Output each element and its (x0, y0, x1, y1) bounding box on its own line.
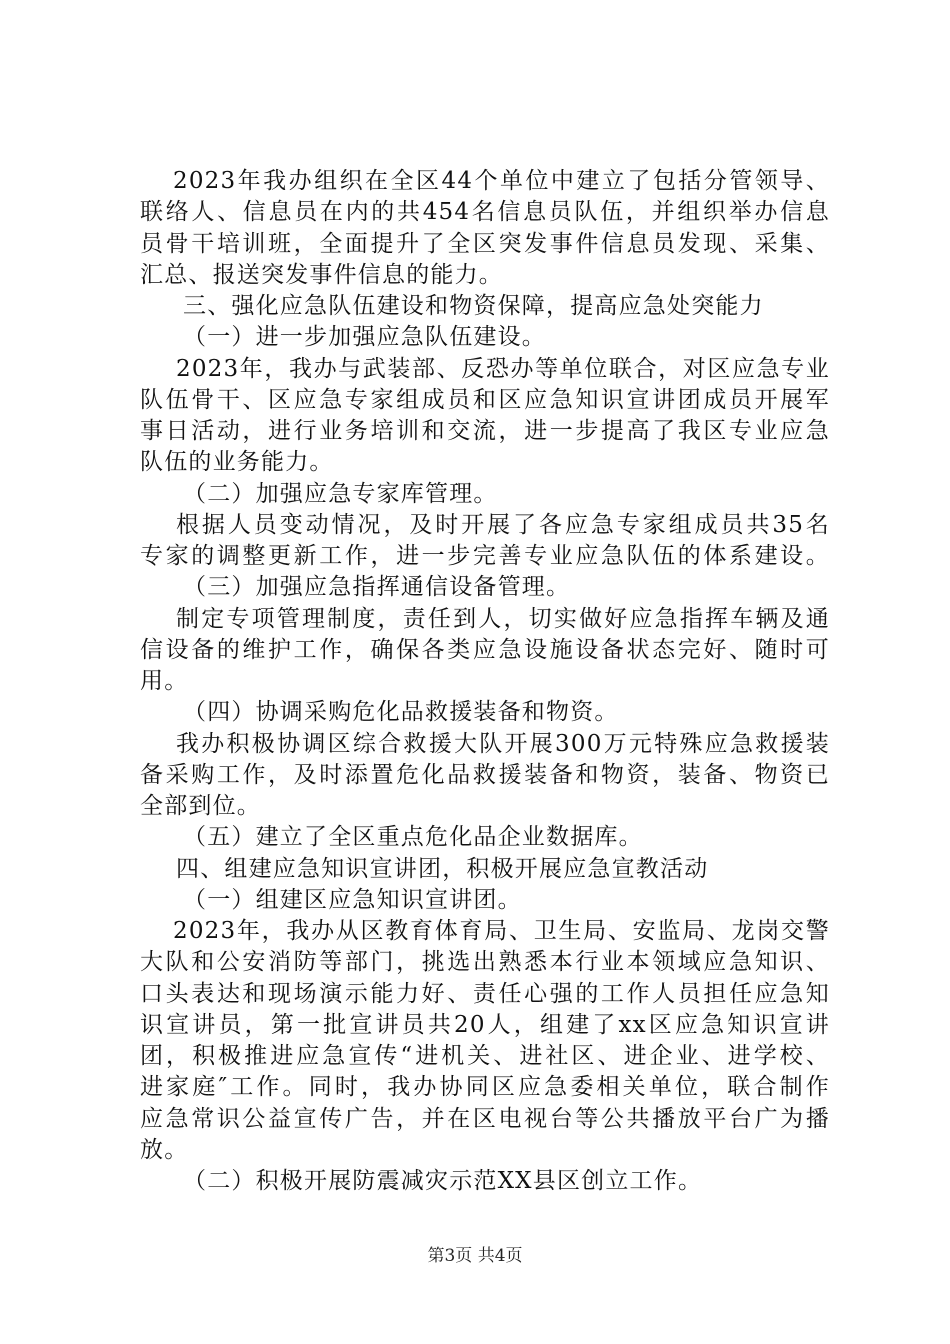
subsection-heading: （二）加强应急专家库管理。 (183, 480, 498, 507)
subsection-heading: （三）加强应急指挥通信设备管理。 (183, 574, 571, 601)
text-line: 2023年，我办从区教育体育局、卫生局、安监局、龙岗交警 (173, 918, 830, 944)
text-line: 员骨干培训班，全面提升了全区突发事件信息员发现、采集、 (140, 230, 830, 257)
text-line: 根据人员变动情况，及时开展了各应急专家组成员共35名 (176, 511, 830, 538)
text-line: 用。 (140, 668, 189, 694)
text-line: 备采购工作，及时添置危化品救援装备和物资，装备、物资已 (140, 761, 830, 788)
subsection-heading: （二）积极开展防震减灾示范XX县区创立工作。 (183, 1168, 703, 1194)
text-line: 口头表达和现场演示能力好、责任心强的工作人员担任应急知 (140, 980, 830, 1007)
text-line: 我办积极协调区综合救援大队开展300万元特殊应急救援装 (176, 730, 830, 757)
text-line: 2023年，我办与武装部、反恐办等单位联合，对区应急专业 (176, 355, 830, 382)
subsection-heading: （一）进一步加强应急队伍建设。 (183, 324, 546, 351)
text-line: 全部到位。 (140, 793, 261, 819)
text-line: 事日活动，进行业务培训和交流，进一步提高了我区专业应急 (140, 418, 830, 444)
text-line: 团，积极推进应急宣传“进机关、进社区、进企业、进学校、 (140, 1043, 830, 1069)
text-line: 制定专项管理制度，责任到人，切实做好应急指挥车辆及通 (176, 605, 830, 632)
section-heading: 四、组建应急知识宣讲团，积极开展应急宣教活动 (176, 855, 709, 882)
text-line: 专家的调整更新工作，进一步完善专业应急队伍的体系建设。 (140, 543, 830, 569)
text-line: 进家庭″工作。同时，我办协同区应急委相关单位，联合制作 (140, 1074, 830, 1101)
text-line: 大队和公安消防等部门，挑选出熟悉本行业本领域应急知识、 (140, 949, 830, 976)
subsection-heading: （五）建立了全区重点危化品企业数据库。 (183, 824, 643, 851)
section-heading: 三、强化应急队伍建设和物资保障，提高应急处突能力 (183, 293, 764, 319)
text-line: 应急常识公益宣传广告，并在区电视台等公共播放平台广为播 (140, 1105, 830, 1132)
subsection-heading: （四）协调采购危化品救援装备和物资。 (183, 699, 619, 726)
text-line: 队伍骨干、区应急专家组成员和区应急知识宣讲团成员开展军 (140, 386, 830, 413)
text-line: 汇总、报送突发事件信息的能力。 (140, 261, 503, 288)
text-line: 联络人、信息员在内的共454名信息员队伍，并组织举办信息 (140, 199, 830, 226)
text-line: 放。 (140, 1136, 189, 1163)
text-line: 2023年我办组织在全区44个单位中建立了包括分管领导、 (173, 168, 830, 194)
text-line: 识宣讲员，第一批宣讲员共20人，组建了xx区应急知识宣讲 (140, 1011, 830, 1038)
text-line: 队伍的业务能力。 (140, 449, 334, 476)
text-line: 信设备的维护工作，确保各类应急设施设备状态完好、随时可 (140, 636, 830, 663)
subsection-heading: （一）组建区应急知识宣讲团。 (183, 886, 522, 913)
page-number-footer: 第3页 共4页 (427, 1246, 523, 1266)
